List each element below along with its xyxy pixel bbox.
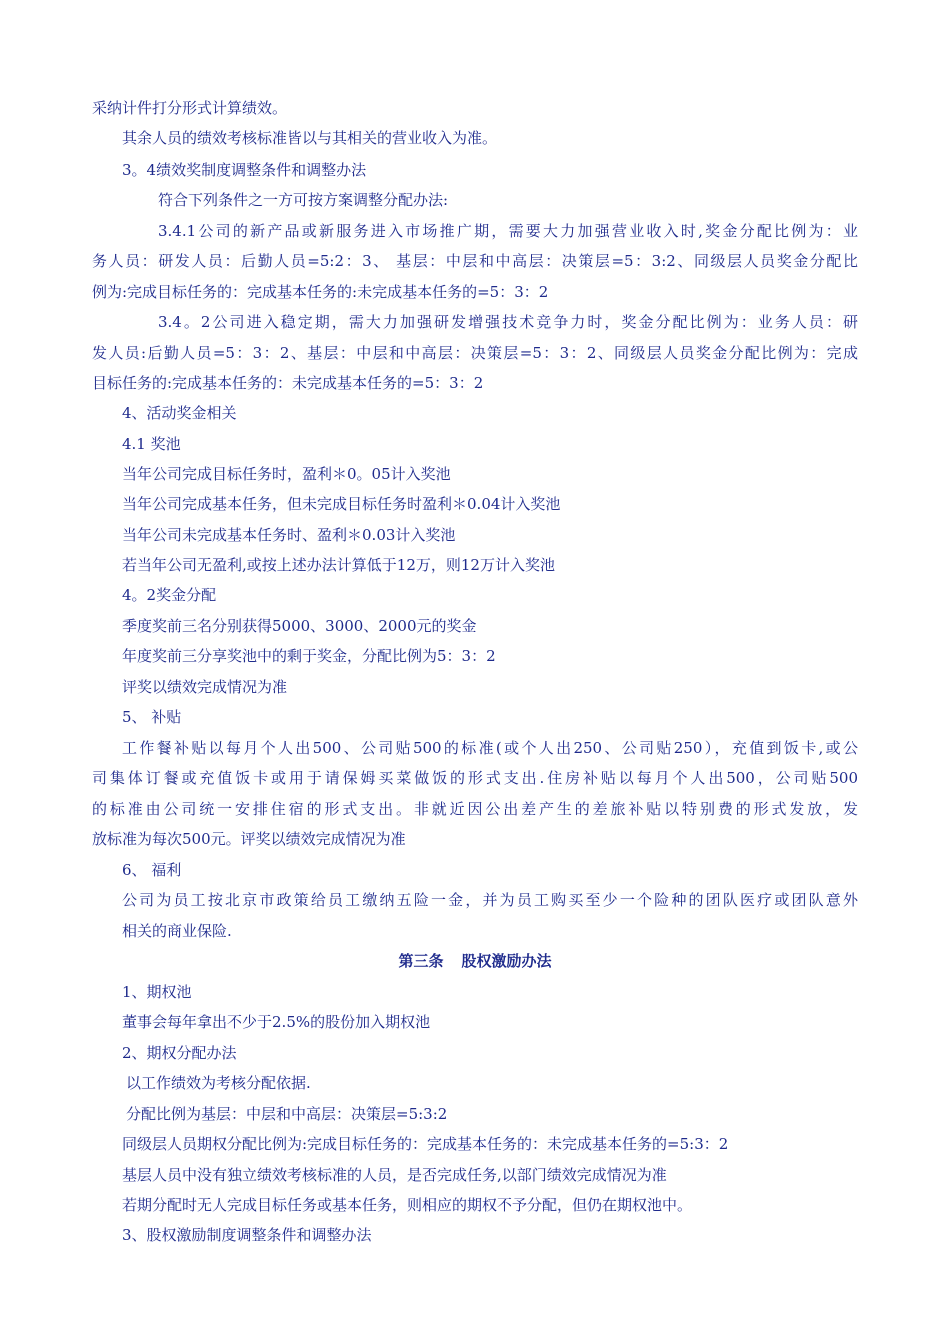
paragraph-line: 公司为员工按北京市政策给员工缴纳五险一金，并为员工购买至少一个险种的团队医疗或团队意外 <box>122 891 858 909</box>
paragraph-line: 采纳计件打分形式计算绩效。 <box>92 99 288 117</box>
paragraph-line: 评奖以绩效完成情况为准 <box>122 678 288 696</box>
paragraph-line: 符合下列条件之一方可按方案调整分配办法: <box>158 191 449 209</box>
paragraph-line: 3.4。2公司进入稳定期，需大力加强研发增强技术竞争力时，奖金分配比例为：业务人员：研 <box>158 313 858 331</box>
section-title: 4、活动奖金相关 <box>122 404 237 422</box>
paragraph-line: 例为:完成目标任务的：完成基本任务的:未完成基本任务的=5：3：2 <box>92 283 549 301</box>
section-title: 5、 补贴 <box>122 708 182 726</box>
paragraph-line: 当年公司未完成基本任务时、盈利＊0.03计入奖池 <box>122 526 456 544</box>
paragraph-line: 基层人员中没有独立绩效考核标准的人员，是否完成任务,以部门绩效完成情况为准 <box>122 1166 667 1184</box>
paragraph-line: 季度奖前三名分别获得5000、3000、2000元的奖金 <box>122 617 477 635</box>
paragraph-line: 相关的商业保险. <box>122 922 232 940</box>
paragraph-line: 工作餐补贴以每月个人出500、公司贴500的标准(或个人出250、公司贴250），充值到饭卡,或公 <box>122 739 858 757</box>
paragraph-line: 目标任务的:完成基本任务的：未完成基本任务的=5：3：2 <box>92 374 484 392</box>
section-title: 3、股权激励制度调整条件和调整办法 <box>122 1226 372 1244</box>
paragraph-line: 司集体订餐或充值饭卡或用于请保姆买菜做饭的形式支出.住房补贴以每月个人出500，公司贴500 <box>92 769 858 787</box>
article-heading <box>0 946 950 976</box>
paragraph-line: 其余人员的绩效考核标准皆以与其相关的营业收入为准。 <box>122 129 498 147</box>
paragraph-line: 发人员:后勤人员=5：3：2、基层：中层和中高层：决策层=5：3：2、同级层人员奖金分配比例为：完成 <box>92 344 858 362</box>
paragraph-line: 若当年公司无盈利,或按上述办法计算低于12万，则12万计入奖池 <box>122 556 555 574</box>
paragraph-line: 务人员：研发人员：后勤人员=5:2：3、 基层：中层和中高层：决策层=5：3:2、同级层人员奖金分配比 <box>92 252 858 270</box>
paragraph-line: 的标准由公司统一安排住宿的形式支出。非就近因公出差产生的差旅补贴以特别费的形式发放，发 <box>92 800 858 818</box>
paragraph-line: 若期分配时无人完成目标任务或基本任务，则相应的期权不予分配，但仍在期权池中。 <box>122 1196 693 1214</box>
subsection-title: 4。2奖金分配 <box>122 586 217 604</box>
paragraph-line: 分配比例为基层：中层和中高层：决策层=5:3:2 <box>126 1105 448 1123</box>
paragraph-line: 以工作绩效为考核分配依据. <box>126 1074 311 1092</box>
paragraph-line: 董事会每年拿出不少于2.5%的股份加入期权池 <box>122 1013 431 1031</box>
paragraph-line: 同级层人员期权分配比例为:完成目标任务的：完成基本任务的：未完成基本任务的=5:3：2 <box>122 1135 729 1153</box>
section-title: 1、期权池 <box>122 983 192 1001</box>
article-number: 第三条 <box>398 952 444 970</box>
paragraph-line: 年度奖前三分享奖池中的剩于奖金，分配比例为5：3：2 <box>122 647 496 665</box>
paragraph-line: 当年公司完成目标任务时，盈利＊0。05计入奖池 <box>122 465 451 483</box>
paragraph-line: 3.4.1公司的新产品或新服务进入市场推广期，需要大力加强营业收入时,奖金分配比例为：业 <box>158 222 858 240</box>
section-title: 6、 福利 <box>122 861 182 879</box>
subsection-title: 4.1 奖池 <box>122 435 181 453</box>
section-title: 2、期权分配办法 <box>122 1044 237 1062</box>
paragraph-line: 放标准为每次500元。评奖以绩效完成情况为准 <box>92 830 406 848</box>
article-title: 股权激励办法 <box>461 952 552 970</box>
paragraph-line: 当年公司完成基本任务，但未完成目标任务时盈利＊0.04计入奖池 <box>122 495 561 513</box>
subsection-title: 3。4绩效奖制度调整条件和调整办法 <box>122 161 367 179</box>
